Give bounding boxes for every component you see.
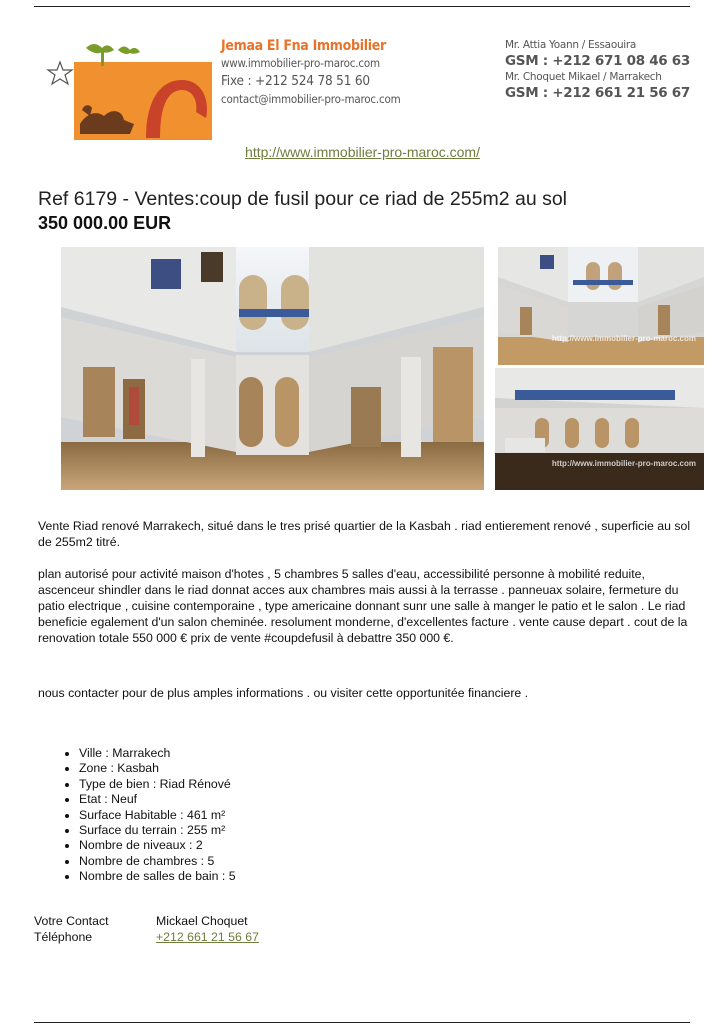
contact-name: Mickael Choquet xyxy=(156,914,248,928)
contact-label: Votre Contact xyxy=(34,914,109,928)
phone-label: Téléphone xyxy=(34,929,93,944)
top-rule xyxy=(34,6,690,7)
agent2-name: Mr. Choquet Mikael / Marrakech xyxy=(505,71,662,83)
agency-info xyxy=(221,38,401,108)
agent1-name: Mr. Attia Yoann / Essaouira xyxy=(505,39,637,51)
main-riad-photo xyxy=(61,247,484,490)
agents-info xyxy=(505,38,690,102)
agency-name: Jemaa El Fna Immobilier xyxy=(221,38,386,54)
listing-price: 350 000.00 EUR xyxy=(38,213,172,233)
feature-bedrooms: • Nombre de chambres : 5 xyxy=(79,854,236,869)
agency-email: contact@immobilier-pro-maroc.com xyxy=(221,92,401,106)
features-list xyxy=(62,746,236,885)
riad-gallery-photo-1 xyxy=(498,247,704,365)
description-cta: nous contacter pour de plus amples informations . ou visiter cette opportunitée financiere . xyxy=(38,686,529,700)
feature-living-area: • Surface Habitable : 461 m² xyxy=(79,808,236,823)
feature-levels: • Nombre de niveaux : 2 xyxy=(79,838,236,853)
riad-gallery-photo-2 xyxy=(495,368,704,490)
listing-title: Ref 6179 - Ventes:coup de fusil pour ce riad de 255m2 au sol xyxy=(38,188,568,210)
contact-phone-link[interactable]: +212 661 21 56 67 xyxy=(156,929,259,944)
feature-property-type: • Type de bien : Riad Rénové xyxy=(79,777,236,792)
feature-land-area: • Surface du terrain : 255 m² xyxy=(79,823,236,838)
agent1-gsm: GSM : +212 671 08 46 63 xyxy=(505,53,690,69)
bottom-rule xyxy=(34,1022,690,1023)
photo-watermark-2: http://www.immobilier-pro-maroc.com xyxy=(551,459,696,468)
description-intro: Vente Riad renové Marrakech, situé dans le tres prisé quartier de la Kasbah . riad entierement renové , superficie au sol de 255m2 titré. xyxy=(38,519,691,549)
feature-condition: • Etat : Neuf xyxy=(79,792,236,807)
website-link[interactable]: http://www.immobilier-pro-maroc.com/ xyxy=(245,144,480,160)
agency-website: www.immobilier-pro-maroc.com xyxy=(221,56,380,70)
agency-logo xyxy=(46,34,214,142)
feature-city: • Ville : Marrakech xyxy=(79,746,236,761)
description-details: plan autorisé pour activité maison d'hotes , 5 chambres 5 salles d'eau, accessibilité personne à mobilité reduite, ascenceur shindler dans le riad donnat acces aux chambres mais aussi à la terrasse . panneuax solaire, fermeture du patio electrique , cuisine contemporaine , type americaine donnant sunr une salle à manger le patio et le salon . Le riad beneficie egalement d'un salon cheminée. resolument monderne, d'excellentes facture . vente cause depart . cout de la renovation totale 550 000 € prix de vente #coupdefusil à debattre 350 000 €. xyxy=(38,567,688,645)
contact-block xyxy=(34,914,259,945)
agent2-gsm: GSM : +212 661 21 56 67 xyxy=(505,85,690,101)
photo-watermark-1: http://www.immobilier-pro-maroc.com xyxy=(551,334,696,343)
feature-zone: • Zone : Kasbah xyxy=(79,761,236,776)
feature-bathrooms: • Nombre de salles de bain : 5 xyxy=(79,869,236,884)
agency-phone: Fixe : +212 524 78 51 60 xyxy=(221,73,370,89)
